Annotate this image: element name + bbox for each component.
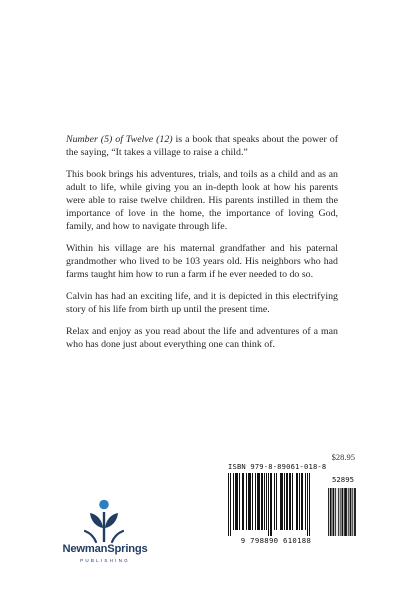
blurb-paragraph-2: This book brings his adventures, trials, and toils as a child and as an adult to life, while giving you an in-depth look at how his parents were able to raise twelve children. His parents instilled in them the importance of love in the home, the importance of loving God, family, and how to navigate through life.: [66, 168, 338, 233]
book-description: [66, 133, 338, 360]
barcode-bar: [305, 473, 306, 530]
isbn-barcode: [228, 462, 358, 548]
barcode-bar: [228, 473, 229, 536]
barcode-bar: [274, 473, 275, 530]
barcode-bar: [333, 488, 335, 536]
barcode-bar: [246, 473, 247, 530]
barcode-bar: [348, 488, 349, 536]
barcode-bar: [328, 488, 329, 536]
blurb-paragraph-5: Relax and enjoy as you read about the life and adventures of a man who has done just about everything one can think of.: [66, 326, 338, 351]
barcode-bar: [276, 473, 277, 530]
barcode-bar: [292, 473, 293, 530]
barcode-bar: [261, 473, 263, 530]
book-title-italic: Number (5) of Twelve (12): [66, 134, 173, 145]
barcode-bar: [296, 473, 298, 530]
barcode-bar: [264, 473, 265, 530]
barcode-bar: [270, 473, 272, 536]
barcode-bar: [309, 473, 310, 536]
barcode-bar: [242, 473, 244, 530]
barcode-bar: [344, 488, 347, 536]
barcode-bar: [338, 488, 339, 536]
barcode-bar: [335, 488, 336, 536]
barcode-bar: [257, 473, 260, 530]
ean13-bars: [228, 473, 324, 536]
barcode-bar: [352, 488, 353, 536]
barcode-bar: [230, 473, 231, 536]
publisher-tagline: PUBLISHING: [80, 558, 130, 563]
barcode-bar: [301, 473, 303, 530]
barcode-bar: [289, 473, 291, 530]
price-addon-number: 52895: [332, 475, 354, 484]
barcode-bar: [233, 473, 234, 530]
blurb-paragraph-1-text: is a book that speaks about the power of the saying, “It takes a village to raise a child.”: [66, 134, 338, 159]
barcode-bar: [268, 473, 269, 536]
blurb-paragraph-3: Within his village are his maternal grandfather and his paternal grandmother who lived to be 103 years old. His neighbors who had farms taught him how to run a farm if he ever needed to do so.: [66, 243, 338, 281]
barcode-bar: [235, 473, 238, 530]
price-label: $28.95: [331, 452, 355, 462]
barcode-bar: [340, 488, 341, 536]
barcode-bar: [248, 473, 251, 530]
publisher-name: NewmanSprings: [62, 543, 148, 555]
isbn-text: ISBN 979-8-89061-018-8: [228, 462, 327, 471]
barcode-bar: [252, 473, 253, 530]
barcode-bar: [350, 488, 352, 536]
blurb-paragraph-4: Calvin has had an exciting life, and it is depicted in this electrifying story of his life from birth up until the present time.: [66, 291, 338, 316]
barcode-bar: [307, 473, 308, 536]
barcode-bar: [280, 473, 283, 530]
barcode-bar: [255, 473, 256, 530]
barcode-bar: [266, 473, 267, 530]
barcode-bar: [342, 488, 344, 536]
barcode-bar: [299, 473, 300, 530]
barcode-bar: [354, 488, 356, 536]
barcode-bar: [284, 473, 285, 530]
sprout-icon: [82, 498, 126, 544]
ean-number: 9 798890 610188: [240, 536, 312, 545]
barcode-bar: [286, 473, 288, 530]
barcode-bar: [239, 473, 240, 530]
blurb-paragraph-1: [66, 133, 338, 159]
ean5-addon-bars: [328, 488, 358, 536]
barcode-bar: [330, 488, 332, 536]
publisher-logo: [60, 498, 152, 578]
